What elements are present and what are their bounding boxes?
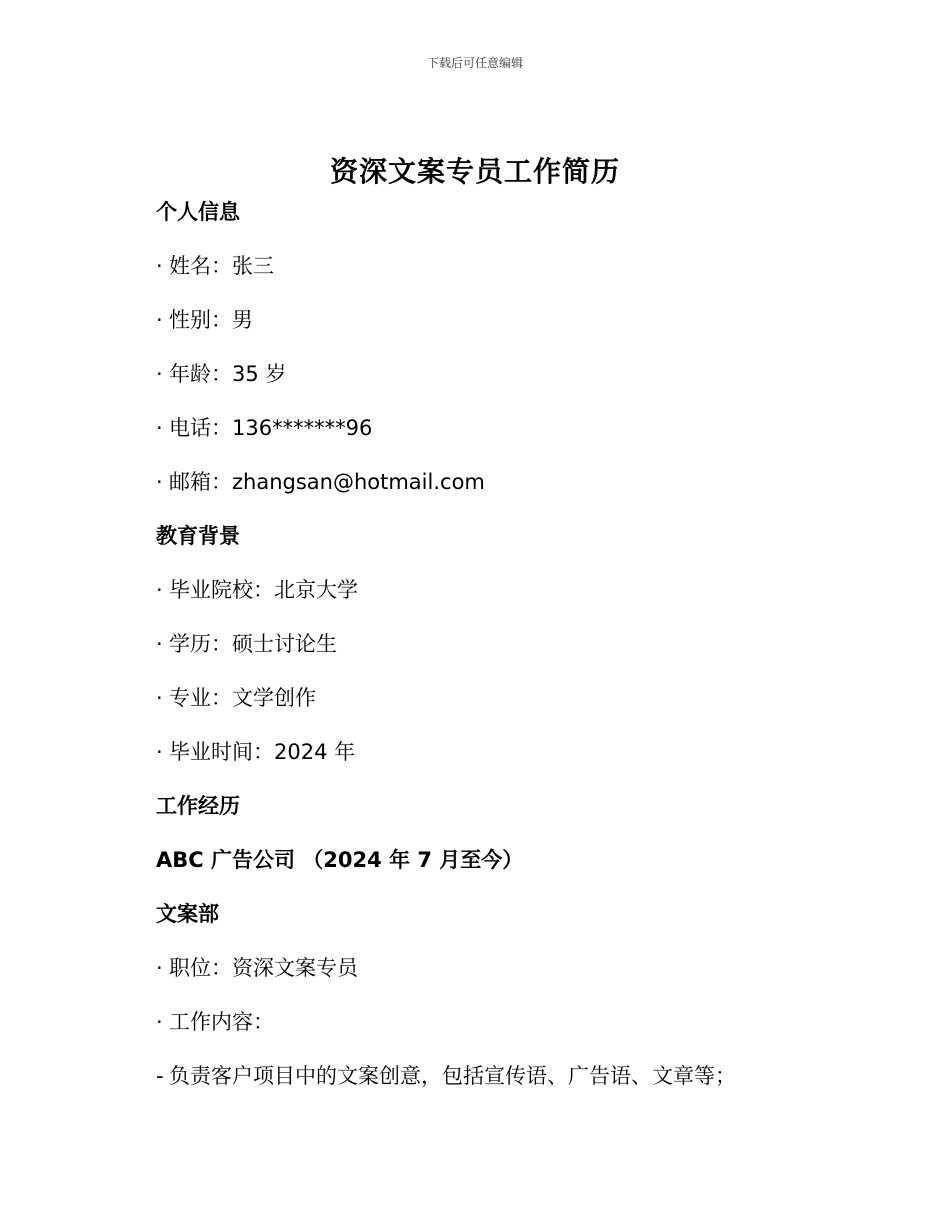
school-text: 毕业院校：北京大学 [169, 578, 358, 602]
section-heading-personal-info: 个人信息 [156, 200, 240, 224]
list-item-degree [156, 628, 856, 682]
list-item-name [156, 250, 856, 304]
section-heading-education: 教育背景 [156, 524, 240, 548]
page-title: 资深文案专员工作简历 [329, 155, 620, 188]
bullet-icon: · [156, 1010, 163, 1034]
gender-text: 性别：男 [169, 308, 253, 332]
bullet-icon: · [156, 362, 163, 386]
duties-label-text: 工作内容： [169, 1010, 274, 1034]
bullet-icon: · [156, 740, 163, 764]
bullet-icon: · [156, 956, 163, 980]
position-text: 职位：资深文案专员 [169, 956, 358, 980]
list-item-duties-label [156, 1006, 856, 1060]
phone-text: 电话：136*******96 [169, 416, 373, 440]
graduation-text: 毕业时间：2024 年 [169, 740, 356, 764]
major-text: 专业：文学创作 [169, 686, 316, 710]
dash-icon: - [156, 1064, 164, 1088]
list-item-email [156, 466, 856, 520]
duty-text: 负责客户项目中的文案创意，包括宣传语、广告语、文章等； [169, 1064, 736, 1088]
email-text: 邮箱：zhangsan@hotmail.com [169, 470, 485, 494]
company-heading: ABC 广告公司 （2024 年 7 月至今） [156, 848, 524, 872]
bullet-icon: · [156, 686, 163, 710]
list-item-graduation [156, 736, 856, 790]
list-item-duty [156, 1060, 856, 1114]
list-item-major [156, 682, 856, 736]
bullet-icon: · [156, 578, 163, 602]
list-item-phone [156, 412, 856, 466]
resume-content [156, 196, 856, 1114]
degree-text: 学历：硕士讨论生 [169, 632, 337, 656]
list-item-gender [156, 304, 856, 358]
section-heading-work-experience: 工作经历 [156, 794, 240, 818]
bullet-icon: · [156, 308, 163, 332]
bullet-icon: · [156, 470, 163, 494]
bullet-icon: · [156, 416, 163, 440]
list-item-age [156, 358, 856, 412]
bullet-icon: · [156, 632, 163, 656]
department-heading: 文案部 [156, 902, 219, 926]
list-item-position [156, 952, 856, 1006]
bullet-icon: · [156, 254, 163, 278]
name-text: 姓名：张三 [169, 254, 274, 278]
header-note: 下载后可任意编辑 [426, 56, 523, 70]
age-text: 年龄：35 岁 [169, 362, 287, 386]
list-item-school [156, 574, 856, 628]
